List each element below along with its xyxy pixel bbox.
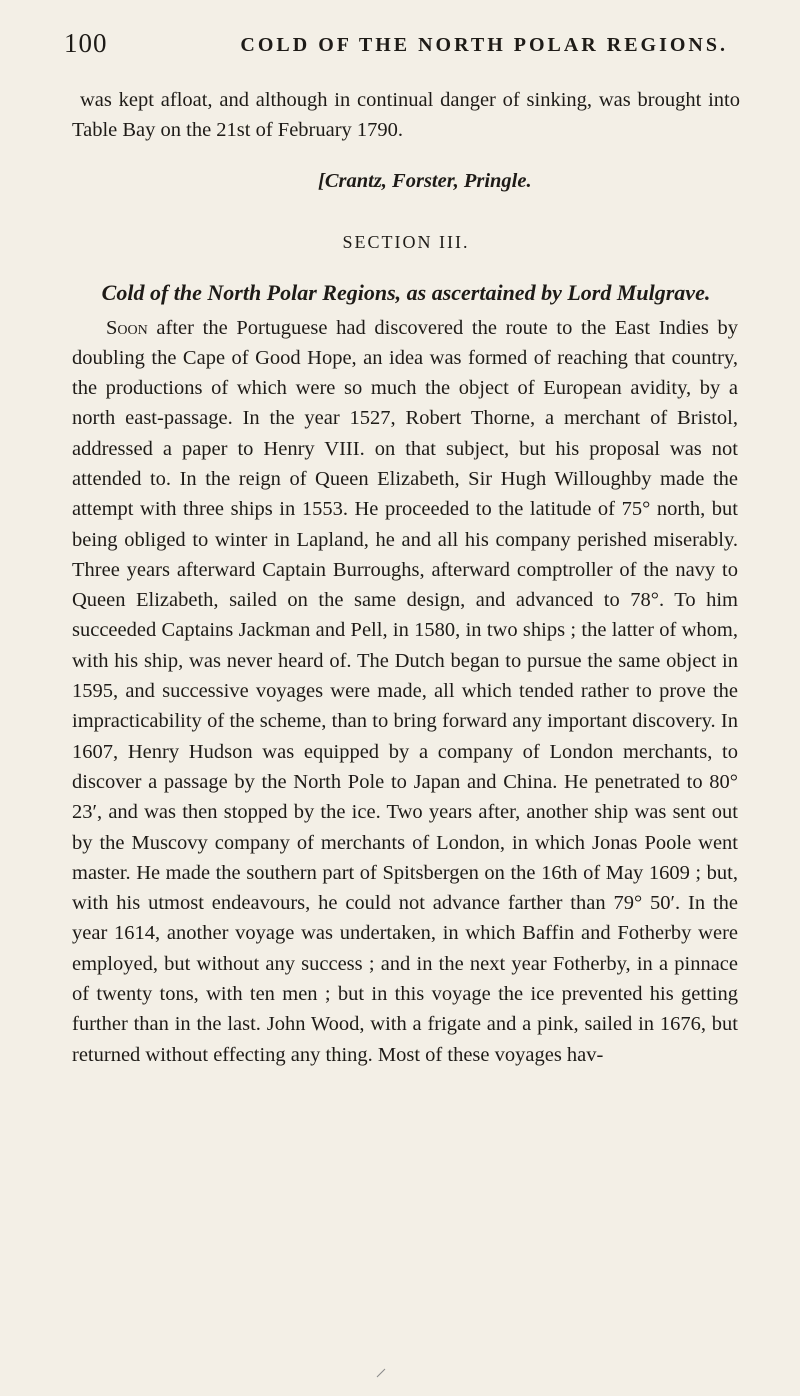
ink-mark	[376, 1368, 386, 1378]
section-body-paragraph	[72, 313, 738, 1070]
running-head	[64, 28, 728, 62]
citation: [Crantz, Forster, Pringle.	[318, 169, 532, 192]
page-number: 100	[64, 28, 108, 58]
lead-word: Soon	[106, 316, 148, 339]
continuation-paragraph: was kept afloat, and although in continual danger of sinking, was brought into Table Bay on the 21st of February 1790.	[72, 89, 740, 141]
section-heading: SECTION III.	[342, 231, 470, 252]
section-title: Cold of the North Polar Regions, as ascertained by Lord Mulgrave.	[101, 279, 711, 305]
running-title: COLD OF THE NORTH POLAR REGIONS.	[240, 34, 728, 56]
body-text: after the Portuguese had discovered the route to the East Indies by doubling the Cape of Good Hope, an idea was formed of reaching that country, the productions of which were so much the object of European avidity, by a north east-passage. In the year 1527, Robert Thorne, a merchant of Bristol, addressed a paper to Henry VIII. on that subject, but his proposal was not attended to. In the reign of Queen Elizabeth, Sir Hugh Willoughby made the attempt with three ships in 1553. He proceeded to the latitude of 75° north, but being obliged to winter in Lapland, he and all his company perished miserably. Three years afterward Captain Burroughs, afterward comptroller of the navy to Queen Elizabeth, sailed on the same design, and advanced to 78°. To him succeeded Captains Jackman and Pell, in 1580, in two ships ; the latter of whom, with his ship, was never heard of. The Dutch began to pursue the same object in 1595, and successive voyages were made, all which tended rather to prove the impracticability of the scheme, than to bring forward any important discovery. In 1607, Henry Hudson was equipped by a company of London merchants, to discover a passage by the North Pole to Japan and China. He penetrated to 80° 23′, and was then stopped by the ice. Two years after, another ship was sent out by the Muscovy company of merchants of London, in which Jonas Poole went master. He made the southern part of Spitsbergen on the 16th of May 1609 ; but, with his utmost endeavours, he could not advance farther than 79° 50′. In the year 1614, another voyage was undertaken, in which Baffin and Fotherby were employed, but without any success ; and in the next year Fotherby, in a pinnace of twenty tons, with ten men ; but in this voyage the ice prevented his getting further than in the last. John Wood, with a frigate and a pink, sailed in 1676, but returned without effecting any thing. Most of these voyages hav-	[72, 316, 738, 1066]
